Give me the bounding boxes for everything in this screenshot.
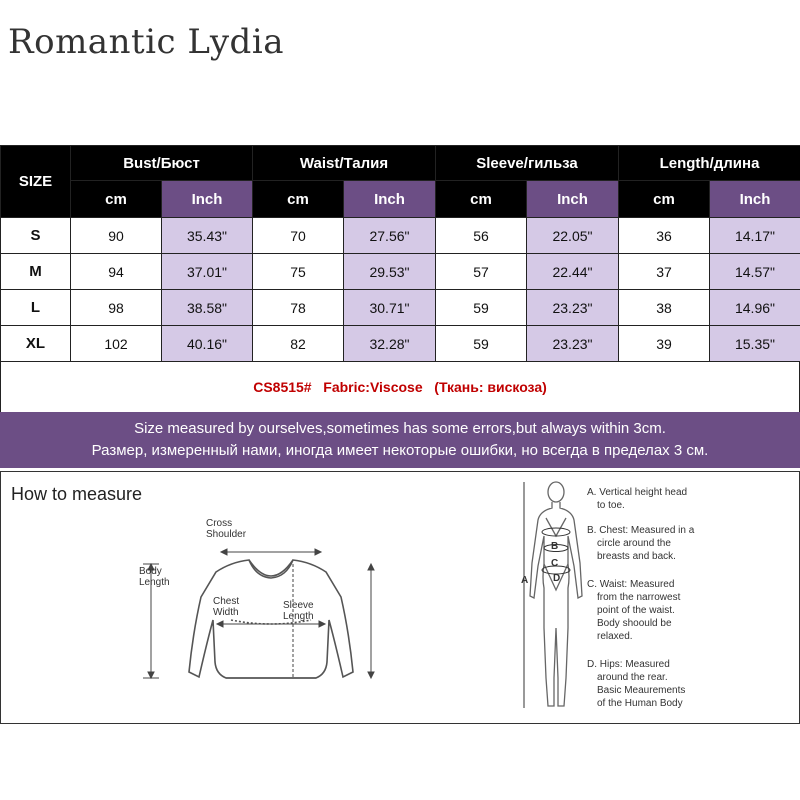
chest-width-label: Chest Width <box>213 596 240 618</box>
waist-header: Waist/Талия <box>253 146 436 181</box>
table-row <box>1 326 800 362</box>
note-line-english: Size measured by ourselves,sometimes has some errors,but always within 3cm. <box>134 420 666 437</box>
brand-logo: Romantic Lydia <box>8 22 284 62</box>
note-d: D. Hips: Measured around the rear. Basic Meaurements of the Human Body <box>587 659 686 709</box>
table-cell: 56 <box>436 218 527 254</box>
table-cell: 36 <box>619 218 710 254</box>
table-cell: 70 <box>253 218 344 254</box>
body-letter-a: A <box>521 575 529 586</box>
table-cell: 14.57" <box>710 254 800 290</box>
table-row <box>1 218 800 254</box>
unit-cm-header: cm <box>436 181 527 218</box>
note-line-russian: Размер, измеренный нами, иногда имеет некоторые ошибки, но всегда в пределах 3 см. <box>91 442 709 459</box>
size-cell: M <box>1 254 71 290</box>
table-cell: 22.44" <box>527 254 619 290</box>
body-letter-c: C <box>551 558 559 569</box>
note-a: A. Vertical height head to toe. <box>587 487 688 511</box>
table-cell: 14.96" <box>710 290 800 326</box>
fabric-text: CS8515# Fabric:Viscose (Ткань: вискоза) <box>253 379 547 395</box>
cross-shoulder-label: Cross Shoulder <box>206 518 247 540</box>
table-cell: 98 <box>71 290 162 326</box>
table-cell: 78 <box>253 290 344 326</box>
table-cell: 27.56" <box>344 218 436 254</box>
note-b: B. Chest: Measured in a circle around the breasts and back. <box>587 525 695 562</box>
table-cell: 37 <box>619 254 710 290</box>
unit-inch-header: Inch <box>710 181 800 218</box>
table-row <box>1 290 800 326</box>
table-cell: 90 <box>71 218 162 254</box>
table-cell: 15.35" <box>710 326 800 362</box>
note-c: C. Waist: Measured from the narrowest point of the waist. Body shoould be relaxed. <box>587 579 681 642</box>
fabric-info <box>0 362 800 412</box>
how-to-measure-title: How to measure <box>11 484 143 504</box>
table-cell: 23.23" <box>527 290 619 326</box>
table-cell: 102 <box>71 326 162 362</box>
table-cell: 75 <box>253 254 344 290</box>
table-cell: 14.17" <box>710 218 800 254</box>
table-cell: 32.28" <box>344 326 436 362</box>
table-cell: 30.71" <box>344 290 436 326</box>
body-figure-diagram <box>516 478 596 718</box>
table-cell: 57 <box>436 254 527 290</box>
size-cell: S <box>1 218 71 254</box>
body-length-label: Body Length <box>139 566 170 588</box>
unit-cm-header: cm <box>253 181 344 218</box>
sleeve-header: Sleeve/гильза <box>436 146 619 181</box>
size-header: SIZE <box>1 146 71 218</box>
unit-inch-header: Inch <box>527 181 619 218</box>
unit-inch-header: Inch <box>344 181 436 218</box>
length-header: Length/длина <box>619 146 800 181</box>
unit-cm-header: cm <box>71 181 162 218</box>
bust-header: Bust/Бюст <box>71 146 253 181</box>
table-cell: 22.05" <box>527 218 619 254</box>
body-letter-d: D <box>553 573 561 584</box>
table-cell: 23.23" <box>527 326 619 362</box>
unit-inch-header: Inch <box>162 181 253 218</box>
size-cell: XL <box>1 326 71 362</box>
table-cell: 38 <box>619 290 710 326</box>
table-cell: 59 <box>436 326 527 362</box>
table-cell: 40.16" <box>162 326 253 362</box>
table-cell: 35.43" <box>162 218 253 254</box>
size-chart-table <box>0 145 800 362</box>
unit-cm-header: cm <box>619 181 710 218</box>
measurement-note <box>0 412 800 468</box>
table-cell: 37.01" <box>162 254 253 290</box>
size-cell: L <box>1 290 71 326</box>
body-letter-b: B <box>551 541 559 552</box>
table-cell: 59 <box>436 290 527 326</box>
table-cell: 82 <box>253 326 344 362</box>
table-cell: 29.53" <box>344 254 436 290</box>
sleeve-length-label: Sleeve Length <box>283 600 314 622</box>
how-to-measure-panel <box>0 471 800 724</box>
table-cell: 38.58" <box>162 290 253 326</box>
table-row <box>1 254 800 290</box>
table-cell: 94 <box>71 254 162 290</box>
table-cell: 39 <box>619 326 710 362</box>
